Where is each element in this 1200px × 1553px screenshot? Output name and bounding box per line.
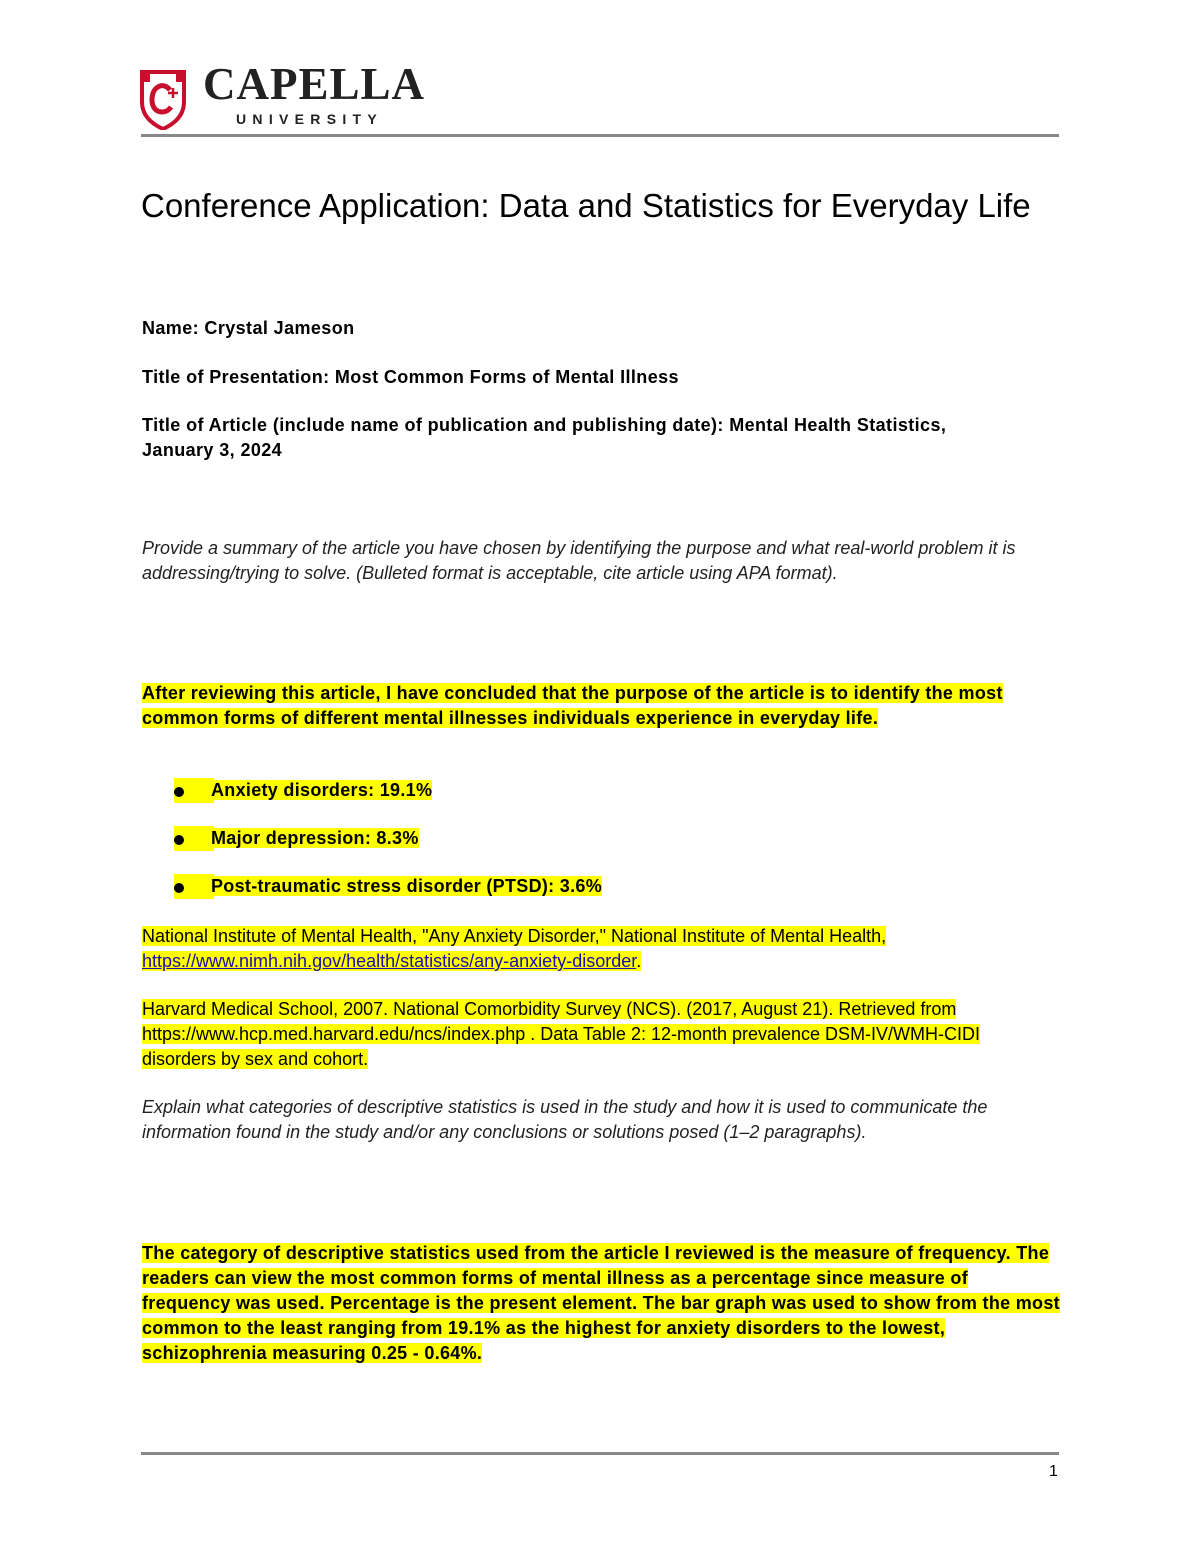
- statistics-answer-text: The category of descriptive statistics used from the article I reviewed is the measure of frequency. The readers can view the most common forms of mental illness as a percentage since measure of frequency was used. Percentage is the present element. The bar graph was used to show from the most common to the least ranging from 19.1% as the highest for anxiety disorders to the lowest, schizophrenia measuring 0.25 - 0.64%.: [142, 1243, 1060, 1363]
- list-item-text: Anxiety disorders: 19.1%: [211, 780, 433, 800]
- summary-answer-text: After reviewing this article, I have concluded that the purpose of the article is to identify the most common forms of different mental illnesses individuals experience in everyday life.: [142, 683, 1003, 728]
- list-item: [142, 778, 842, 826]
- document-title: Conference Application: Data and Statistics for Everyday Life: [141, 187, 1031, 224]
- reference-nimh: [142, 924, 1054, 974]
- bullet-icon: [174, 835, 184, 845]
- article-title-field: Title of Article (include name of publication and publishing date): Mental Health Statistics, January 3, 2024: [142, 415, 947, 460]
- reference-nimh-text: National Institute of Mental Health, "Any Anxiety Disorder," National Institute of Mental Health,: [142, 926, 887, 946]
- summary-answer: [142, 681, 1054, 731]
- summary-prompt: Provide a summary of the article you have chosen by identifying the purpose and what real-world problem it is addressing/trying to solve. (Bulleted format is acceptable, cite article using APA format).: [142, 538, 1016, 583]
- list-item-text: Post-traumatic stress disorder (PTSD): 3.6%: [211, 876, 603, 896]
- presentation-title-field: Title of Presentation: Most Common Forms of Mental Illness: [142, 367, 679, 387]
- list-item: [142, 826, 842, 874]
- list-item-text: Major depression: 8.3%: [211, 828, 419, 848]
- page-number: 1: [1049, 1463, 1058, 1480]
- logo-subtitle: UNIVERSITY: [236, 111, 384, 127]
- reference-harvard: [142, 997, 1012, 1072]
- list-item: [142, 874, 842, 922]
- statistics-prompt: Explain what categories of descriptive statistics is used in the study and how it is used to communicate the information found in the study and/or any conclusions or solutions posed (1–2 paragraphs).: [142, 1097, 988, 1142]
- statistics-answer: [142, 1241, 1062, 1366]
- bullet-icon: [174, 787, 184, 797]
- statistics-list: [142, 778, 842, 922]
- reference-nimh-link[interactable]: https://www.nimh.nih.gov/health/statistics/any-anxiety-disorder: [142, 951, 637, 971]
- capella-logo: [140, 59, 440, 132]
- name-field: Name: Crystal Jameson: [142, 318, 355, 338]
- bullet-icon: [174, 883, 184, 893]
- logo-wordmark: CAPELLA: [203, 59, 426, 109]
- shield-icon: [140, 68, 186, 130]
- footer-divider: [141, 1452, 1059, 1455]
- reference-harvard-text: Harvard Medical School, 2007. National Comorbidity Survey (NCS). (2017, August 21). Retrieved from https://www.hcp.med.harvard.edu/ncs/index.php . Data Table 2: 12-month prevalence DSM-IV/WMH-CIDI disorders by sex and cohort.: [142, 999, 981, 1069]
- header-divider: [141, 134, 1059, 137]
- reference-nimh-end: .: [636, 951, 642, 971]
